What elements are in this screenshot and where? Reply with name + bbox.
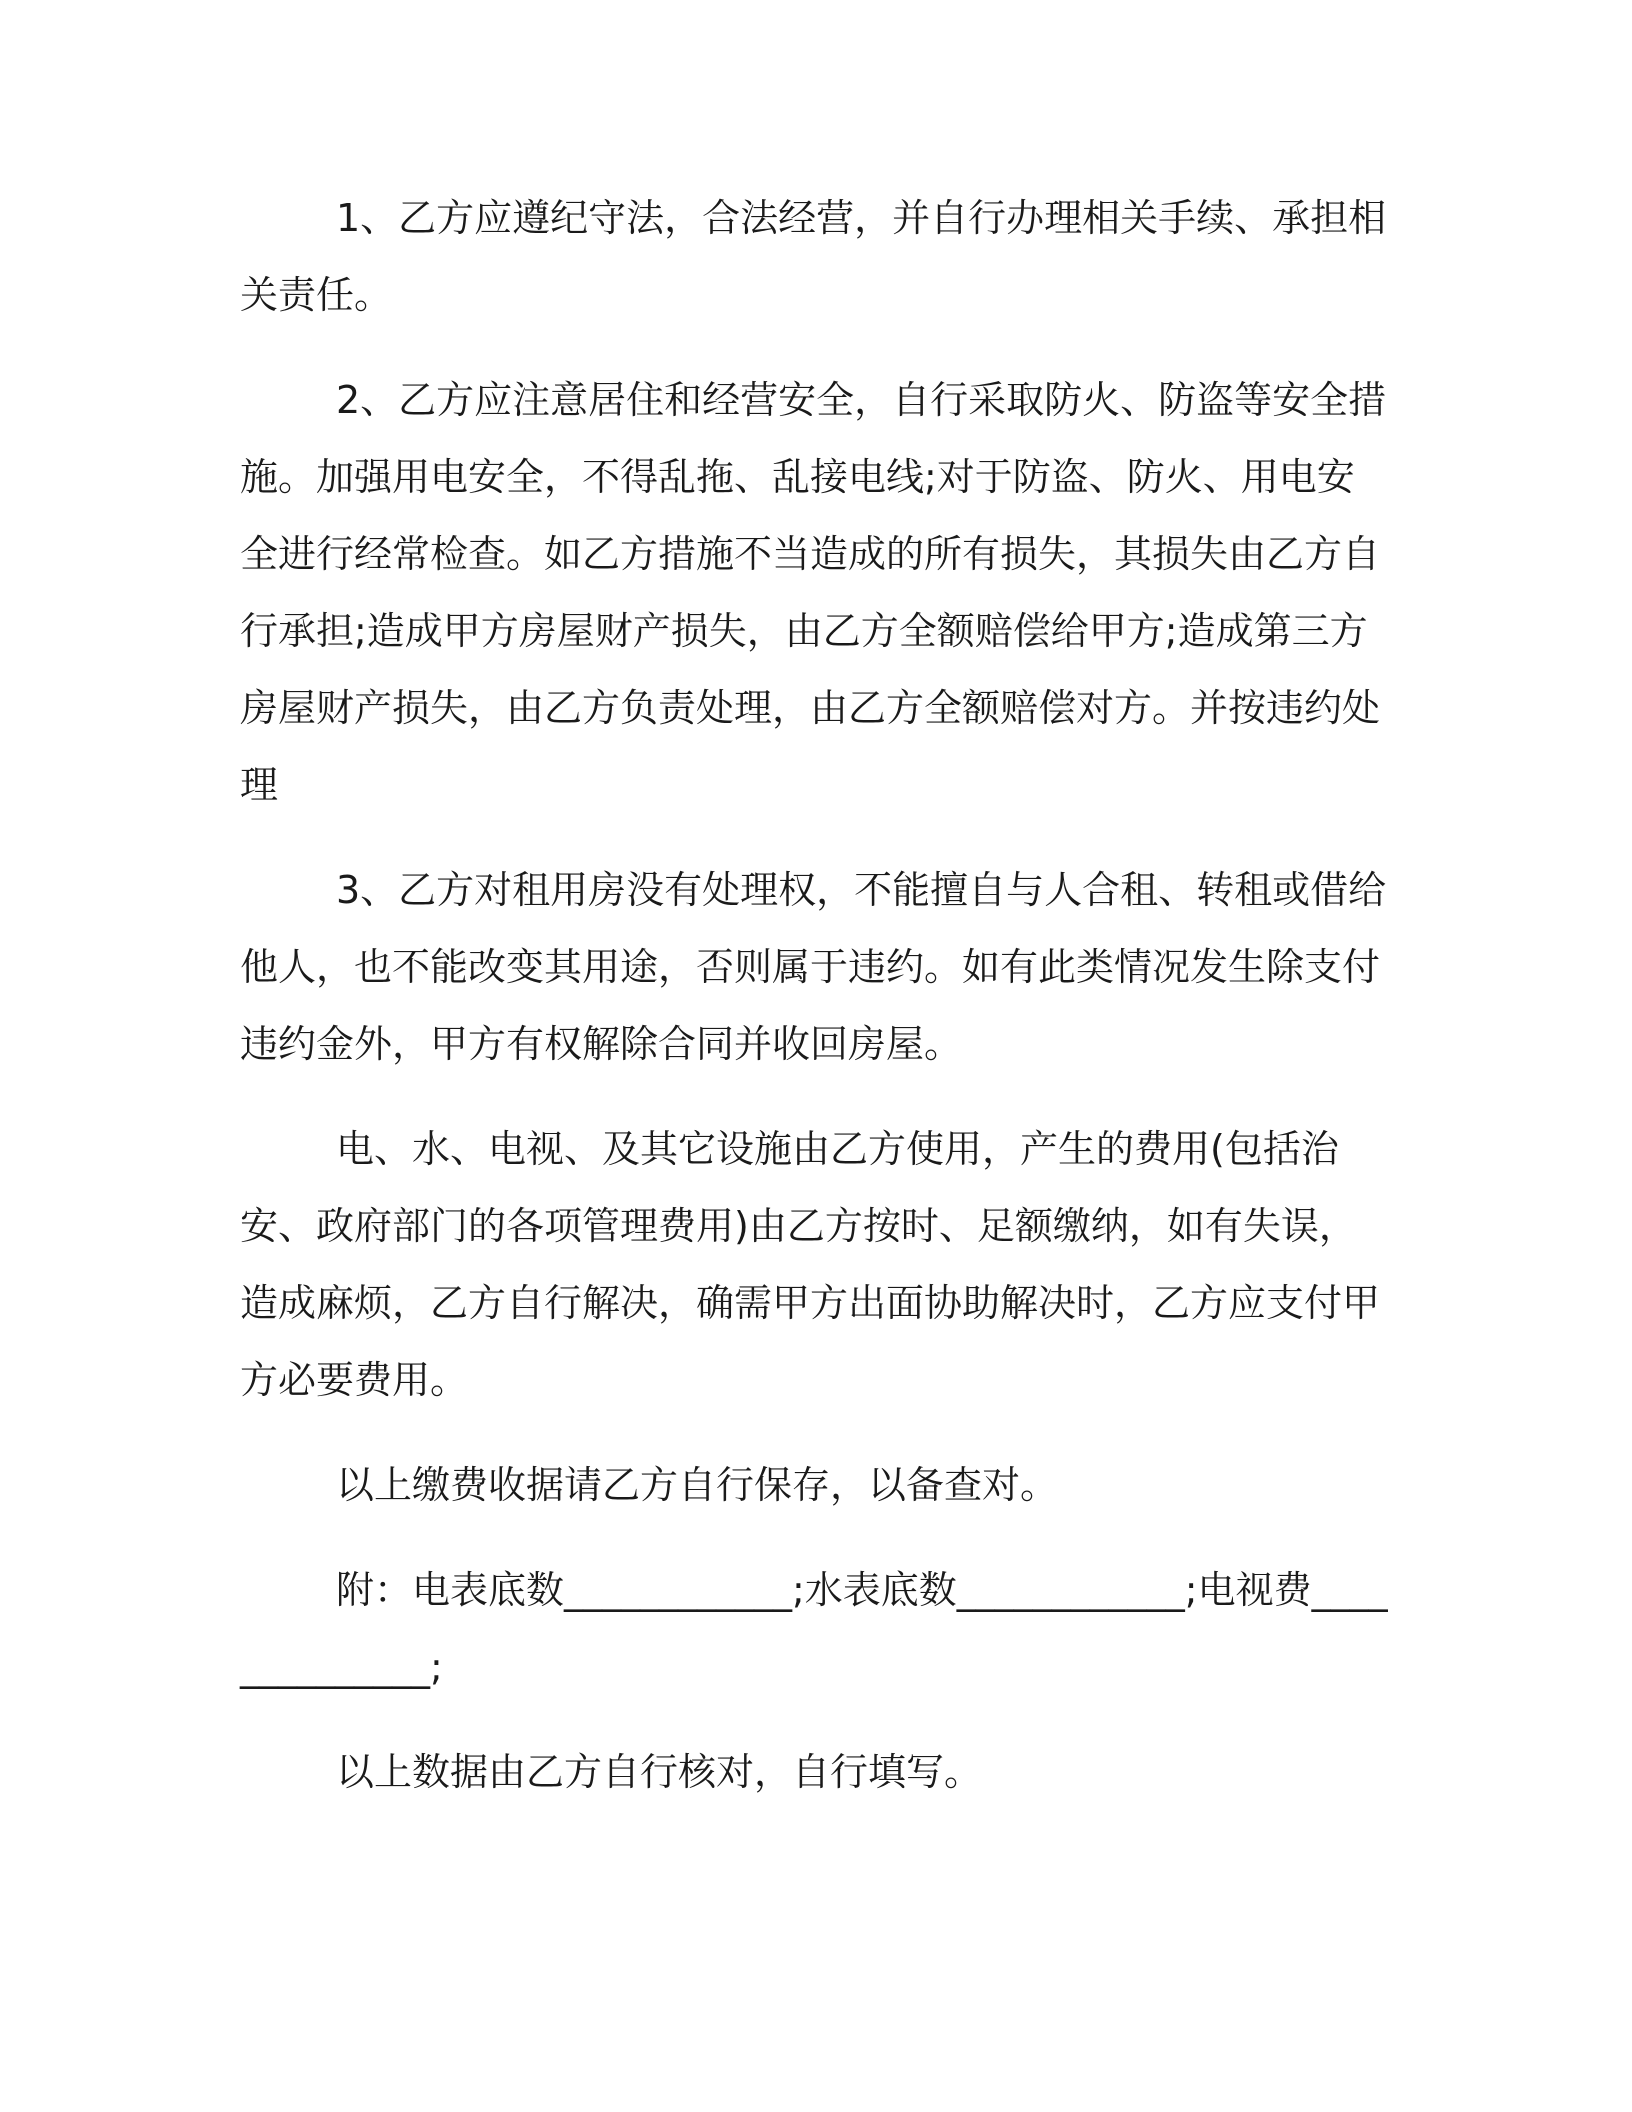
document-page [240, 180, 1390, 1839]
clause-1-paragraph: 1、乙方应遵纪守法，合法经营，并自行办理相关手续、承担相关责任。 [240, 196, 1387, 317]
utilities-paragraph: 电、水、电视、及其它设施由乙方使用，产生的费用(包括治安、政府部门的各项管理费用)由乙方按时、足额缴纳，如有失误，造成麻烦，乙方自行解决，确需甲方出面协助解决时，乙方应支付甲方必要费用。 [240, 1127, 1381, 1402]
verification-paragraph: 以上数据由乙方自行核对，自行填写。 [336, 1750, 983, 1794]
clause-3-paragraph: 3、乙方对租用房没有处理权，不能擅自与人合租、转租或借给他人，也不能改变其用途，否则属于违约。如有此类情况发生除支付违约金外，甲方有权解除合同并收回房屋。 [240, 868, 1387, 1066]
meter-readings-paragraph: 附：电表底数____________;水表底数____________;电视费______________; [240, 1568, 1388, 1689]
clause-2-paragraph: 2、乙方应注意居住和经营安全，自行采取防火、防盗等安全措施。加强用电安全，不得乱拖、乱接电线;对于防盗、防火、用电安全进行经常检查。如乙方措施不当造成的所有损失，其损失由乙方自行承担;造成甲方房屋财产损失，由乙方全额赔偿给甲方;造成第三方房屋财产损失，由乙方负责处理，由乙方全额赔偿对方。并按违约处理 [240, 378, 1387, 807]
receipts-paragraph: 以上缴费收据请乙方自行保存，以备查对。 [336, 1463, 1059, 1507]
